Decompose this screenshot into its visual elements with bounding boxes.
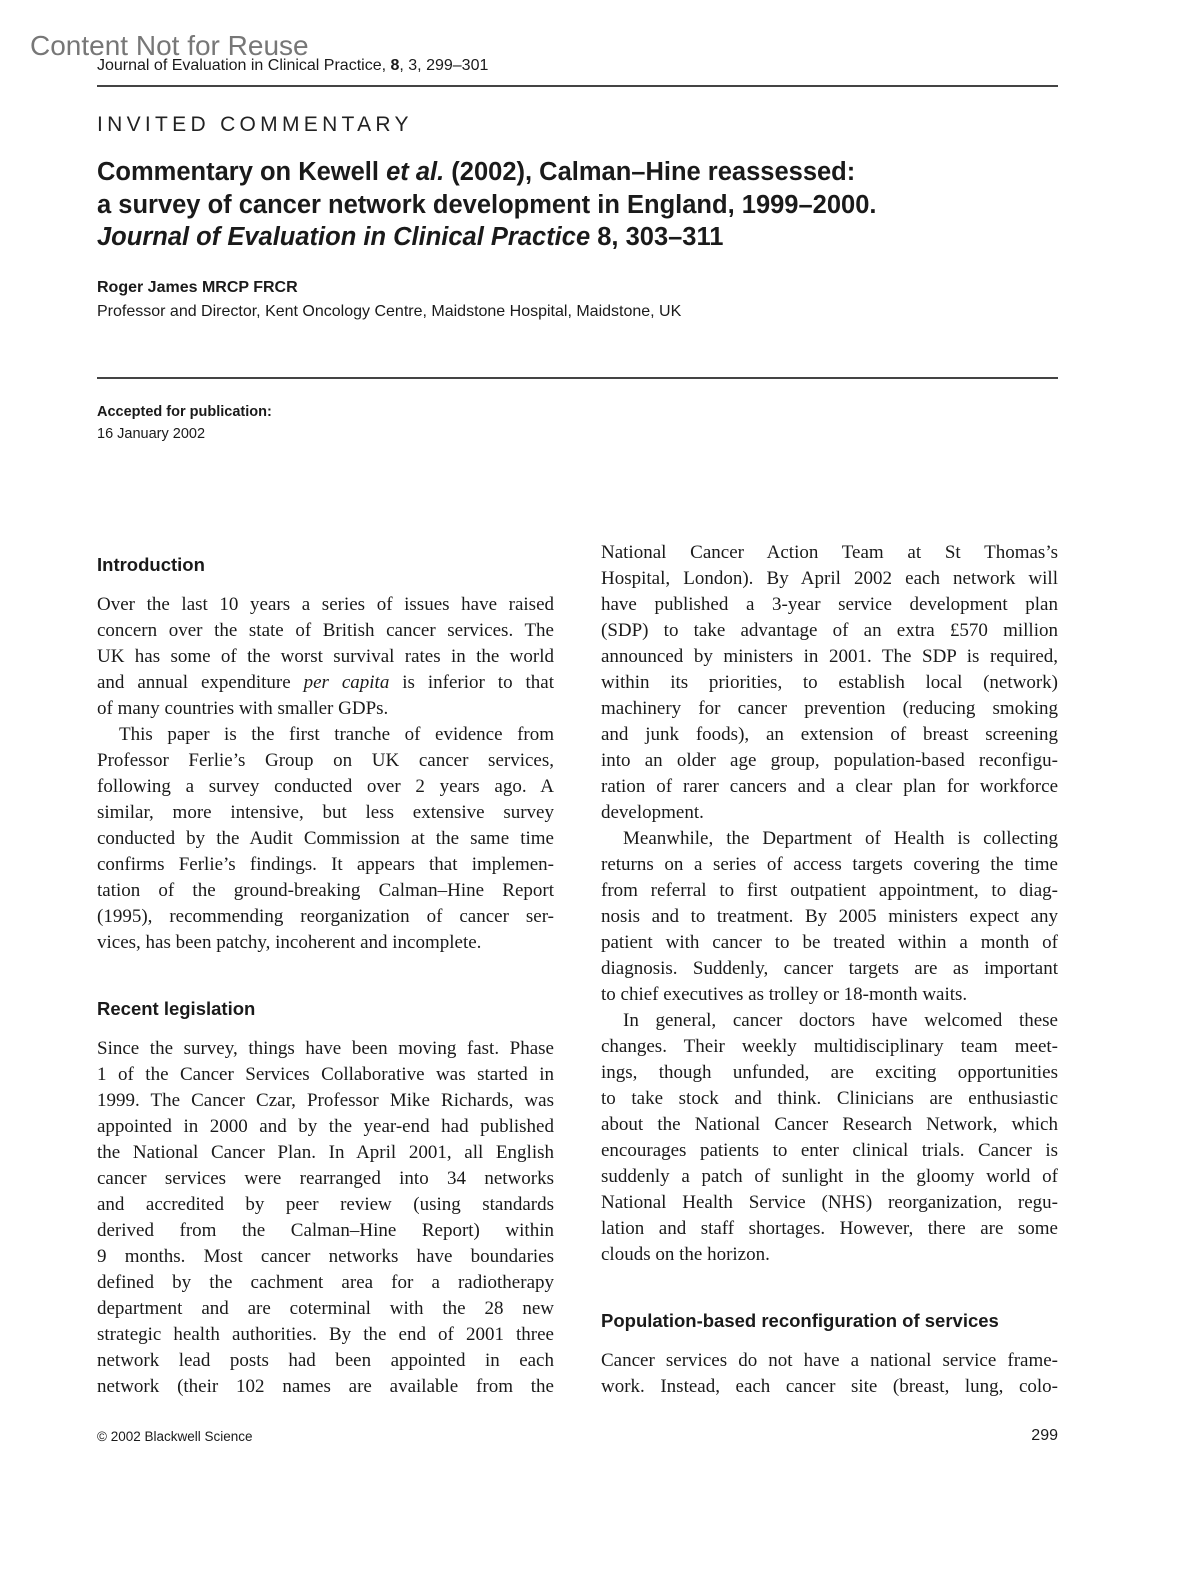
text-line	[97, 670, 554, 696]
text-line: following a survey conducted over 2 years ago. A	[97, 776, 554, 797]
section-gap	[97, 956, 554, 996]
text-line: This paper is the first tranche of evidence from	[119, 724, 554, 745]
text-line: from referral to first outpatient appointment, to diag-	[601, 880, 1058, 901]
text-line: have published a 3-year service development plan	[601, 594, 1058, 615]
text-line: National Health Service (NHS) reorganization, regu-	[601, 1192, 1058, 1213]
section-heading: Introduction	[97, 554, 205, 575]
text-line: confirms Ferlie’s findings. It appears that implemen-	[97, 854, 554, 875]
text-line: encourages patients to enter clinical trials. Cancer is	[601, 1140, 1058, 1161]
text-line: returns on a series of access targets covering the time	[601, 854, 1058, 875]
paragraph	[601, 1348, 1058, 1400]
author-affiliation: Professor and Director, Kent Oncology Centre, Maidstone Hospital, Maidstone, UK	[97, 303, 682, 320]
title-et-al: et al.	[386, 158, 445, 186]
text-line: about the National Cancer Research Network, which	[601, 1114, 1058, 1135]
text-line: Cancer services do not have a national service frame-	[601, 1350, 1058, 1371]
left-column	[97, 552, 554, 1400]
running-head	[97, 57, 488, 75]
text-line: and accredited by peer review (using standards	[97, 1194, 554, 1215]
running-head-issue-pages: , 3, 299–301	[399, 57, 489, 74]
section-heading: Population-based reconfiguration of services	[601, 1310, 999, 1331]
paragraph	[97, 1036, 554, 1400]
paragraph	[97, 722, 554, 956]
text-line: Over the last 10 years a series of issues have raised	[97, 594, 554, 615]
text-line: derived from the Calman–Hine Report) within	[97, 1220, 554, 1241]
text-line: appointed in 2000 and by the year-end had published	[97, 1116, 554, 1137]
text-line: similar, more intensive, but less extensive survey	[97, 802, 554, 823]
text-line: nosis and to treatment. By 2005 ministers expect any	[601, 906, 1058, 927]
text-line: and junk foods), an extension of breast screening	[601, 724, 1058, 745]
text-line: department and are coterminal with the 28 new	[97, 1298, 554, 1319]
text-line: (SDP) to take advantage of an extra £570 million	[601, 620, 1058, 641]
text-line: clouds on the horizon.	[601, 1244, 770, 1265]
text-line: the National Cancer Plan. In April 2001, all English	[97, 1142, 554, 1163]
section-label: INVITED COMMENTARY	[97, 113, 413, 136]
section-gap	[601, 1268, 1058, 1308]
section-heading: Recent legislation	[97, 998, 256, 1019]
text-line: defined by the cachment area for a radiotherapy	[97, 1272, 554, 1293]
title-journal: Journal of Evaluation in Clinical Practice	[97, 223, 591, 251]
text-line: 9 months. Most cancer networks have boundaries	[97, 1246, 554, 1267]
paragraph	[601, 826, 1058, 1008]
text-line: patient with cancer to be treated within a month of	[601, 932, 1058, 953]
text-line: into an older age group, population-based reconfigu-	[601, 750, 1058, 771]
author-name: Roger James MRCP FRCR	[97, 279, 298, 296]
title-line-2: a survey of cancer network development in England, 1999–2000.	[97, 190, 877, 219]
text-line: diagnosis. Suddenly, cancer targets are as important	[601, 958, 1058, 979]
page-number: 299	[1031, 1427, 1058, 1444]
text-line: changes. Their weekly multidisciplinary team meet-	[601, 1036, 1058, 1057]
text-line: announced by ministers in 2001. The SDP is required,	[601, 646, 1058, 667]
article-title	[97, 156, 1057, 254]
accepted-date: 16 January 2002	[97, 426, 206, 442]
text-line: strategic health authorities. By the end of 2001 three	[97, 1324, 554, 1345]
text-line: Meanwhile, the Department of Health is collecting	[623, 828, 1058, 849]
text-segment: is inferior to that	[389, 672, 555, 693]
text-line: tation of the ground-breaking Calman–Hine Report	[97, 880, 554, 901]
title-rule	[97, 377, 1058, 379]
text-line: lation and staff shortages. However, there are some	[601, 1218, 1058, 1239]
paragraph	[601, 1008, 1058, 1268]
title-text: Commentary on Kewell	[97, 158, 387, 186]
text-line: UK has some of the worst survival rates in the world	[97, 646, 554, 667]
text-line: suddenly a patch of sunlight in the gloomy world of	[601, 1166, 1058, 1187]
text-segment: and annual expenditure	[97, 672, 304, 693]
text-line: network (their 102 names are available from the	[97, 1376, 554, 1397]
text-line: of many countries with smaller GDPs.	[97, 698, 389, 719]
running-head-journal: Journal of Evaluation in Clinical Practice,	[97, 57, 391, 74]
paragraph	[97, 592, 554, 722]
text-line: Since the survey, things have been moving fast. Phase	[97, 1038, 554, 1059]
text-line: 1 of the Cancer Services Collaborative was started in	[97, 1064, 554, 1085]
title-reference: 8, 303–311	[590, 223, 724, 251]
italic-text: per capita	[303, 672, 390, 693]
text-line: National Cancer Action Team at St Thomas’s	[601, 542, 1058, 563]
right-column	[601, 540, 1058, 1400]
text-line: conducted by the Audit Commission at the same time	[97, 828, 554, 849]
text-line: In general, cancer doctors have welcomed these	[623, 1010, 1058, 1031]
title-text: (2002), Calman–Hine reassessed:	[444, 158, 856, 186]
running-head-volume: 8	[390, 57, 400, 74]
text-line: ration of rarer cancers and a clear plan for workforce	[601, 776, 1058, 797]
text-line: concern over the state of British cancer services. The	[97, 620, 554, 641]
text-line: work. Instead, each cancer site (breast, lung, colo-	[601, 1376, 1058, 1397]
text-line: cancer services were rearranged into 34 networks	[97, 1168, 554, 1189]
text-line: 1999. The Cancer Czar, Professor Mike Richards, was	[97, 1090, 554, 1111]
paragraph	[601, 540, 1058, 826]
text-line: to chief executives as trolley or 18-month waits.	[601, 984, 968, 1005]
copyright: © 2002 Blackwell Science	[97, 1429, 253, 1444]
text-line: network lead posts had been appointed in each	[97, 1350, 554, 1371]
text-line: Hospital, London). By April 2002 each network will	[601, 568, 1058, 589]
text-line: (1995), recommending reorganization of cancer ser-	[97, 906, 554, 927]
text-line: vices, has been patchy, incoherent and incomplete.	[97, 932, 482, 953]
watermark: Content Not for Reuse	[30, 30, 309, 61]
text-line: development.	[601, 802, 704, 823]
header-rule	[97, 85, 1058, 87]
text-line: Professor Ferlie’s Group on UK cancer services,	[97, 750, 554, 771]
accepted-label: Accepted for publication:	[97, 404, 272, 420]
text-line: ings, though unfunded, are exciting opportunities	[601, 1062, 1058, 1083]
text-line: within its priorities, to establish local (network)	[601, 672, 1058, 693]
text-line: machinery for cancer prevention (reducing smoking	[601, 698, 1058, 719]
text-line: to take stock and think. Clinicians are enthusiastic	[601, 1088, 1058, 1109]
